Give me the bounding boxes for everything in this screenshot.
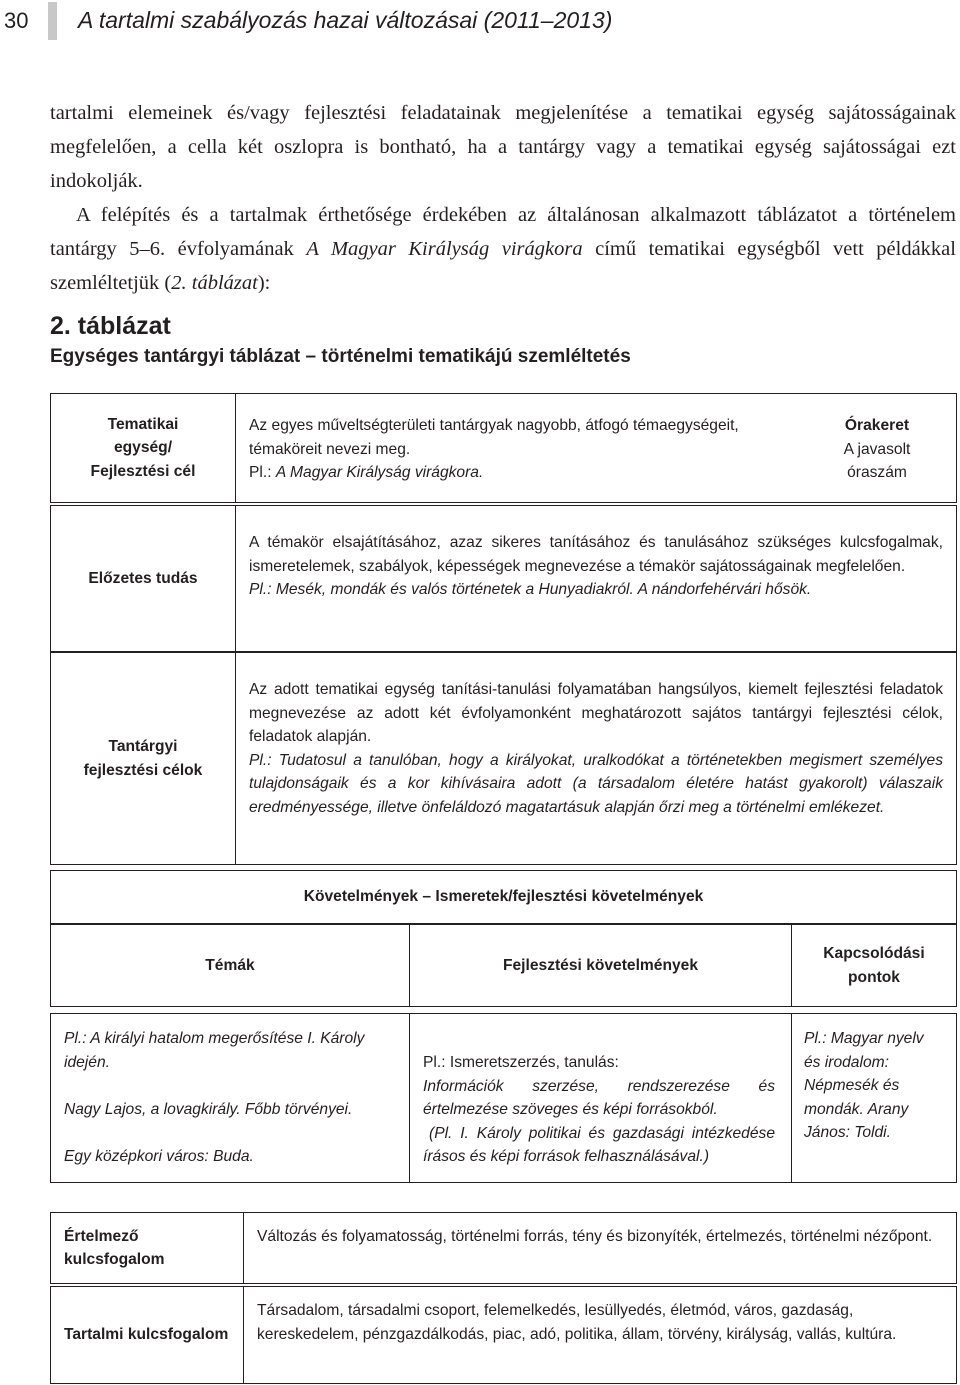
development-goals-description: Az adott tematikai egység tanítási-tanulási folyamatában hangsúlyos, kiemelt fejlesztési feladatok megnevezése az adott két évfolyamonként meghatározott sajátos tantárgyi fejlesztési célok, feladatok alapján. Pl.: Tudatosul a tanulóban, hogy a királyokat, uralkodókat a történetekben megismert személyes tulajdonságaik és a kor kihívásaira adott (a társadalom életére hatást gyakorolt) válaszaik eredményessége, illetve önfeláldozó magatartásuk alapján őrzi meg a történelmi emlékezet. (249, 681, 943, 816)
intro-paragraph-2: A felépítés és a tartalmak érthetősége érdekében az általánosan alkalmazott táblázatot a történelem tantárgy 5–6. évfolyamának A Magyar Királyság virágkora című tematikai egységből vett példákkal szemléltetjük (2. táblázat): (50, 204, 956, 294)
theme-item: Pl.: A királyi hatalom megerősítése I. Károly idején. (64, 1030, 365, 1071)
col-header-themes: Témák (205, 956, 255, 974)
header-divider-bar (48, 2, 57, 40)
col-header-connection-points: Kapcsolódási pontok (823, 945, 925, 986)
theme-item: Egy középkori város: Buda. (64, 1147, 254, 1165)
running-header (0, 0, 960, 44)
column-divider (243, 1287, 244, 1383)
table-reference: 2. táblázat (171, 272, 258, 294)
column-divider (243, 1213, 244, 1283)
hours-subtitle: A javasolt óraszám (843, 440, 911, 481)
column-divider (791, 1014, 792, 1182)
column-divider (235, 653, 236, 864)
row-requirements-header (50, 924, 957, 1007)
hours-frame (799, 414, 955, 485)
row-thematic-unit (50, 393, 957, 503)
running-title: A tartalmi szabályozás hazai változásai (2011–2013) (78, 7, 613, 33)
requirements-title: Követelmények – Ismeretek/fejlesztési követelmények (303, 888, 704, 906)
col-header-dev-requirements: Fejlesztési követelmények (502, 956, 699, 974)
content-concepts-text: Társadalom, társadalmi csoport, felemelkedés, lesüllyedés, életmód, város, gazdaság, kereskedelem, pénzgazdálkodás, piac, adó, politika, állam, törvény, királyság, vallás, kultúra. (257, 1302, 897, 1343)
interpretive-concepts-text: Változás és folyamatosság, történelmi forrás, tény és bizonyíték, értelmezés, történelmi nézőpont. (257, 1228, 933, 1245)
label-development-goals: Tantárgyi fejlesztési célok (83, 738, 203, 779)
dev-requirements-cell: Pl.: Ismeretszerzés, tanulás: Információk szerzése, rendszerezése és értelmezése szöveges és képi forrásokból. (Pl. I. Károly politikai és gazdasági intézkedése írásos és képi források felhasználásával.) (423, 1054, 775, 1165)
row-requirements-title (50, 870, 957, 924)
label-content-concepts: Tartalmi kulcsfogalom (64, 1326, 229, 1344)
row-prior-knowledge (50, 505, 957, 652)
intro-text (50, 96, 956, 300)
hours-title: Órakeret (844, 417, 910, 434)
row-requirements-content (50, 1013, 957, 1183)
row-content-concepts (50, 1286, 957, 1384)
themes-cell (64, 1027, 389, 1168)
table-caption: Egységes tantárgyi táblázat – történelmi tematikájú szemléltetés (50, 346, 631, 367)
label-thematic-unit: Tematikai egység/ Fejlesztési cél (90, 415, 196, 480)
intro-paragraph-1: tartalmi elemeinek és/vagy fejlesztési feladatainak megjelenítése a tematikai egység sajátosságainak megfelelően, a cella két oszlopra is bontható, ha a tantárgy vagy a tematikai egység sajátosságai ezt indokolják. (50, 102, 956, 192)
thematic-unit-description: Az egyes műveltségterületi tantárgyak nagyobb, átfogó témaegységeit, témaköreit nevezi meg. Pl.: A Magyar Királyság virágkora. (249, 417, 739, 481)
theme-item: Nagy Lajos, a lovagkirály. Főbb törvényei. (64, 1100, 353, 1118)
page-number: 30 (4, 8, 29, 33)
table-number: 2. táblázat (50, 312, 171, 340)
unit-title: A Magyar Királyság virágkora (306, 238, 583, 260)
column-divider (409, 1014, 410, 1182)
label-interpretive-concepts: Értelmező kulcsfogalom (64, 1227, 165, 1268)
connection-points-cell: Pl.: Magyar nyelv és irodalom: Népmesék és mondák. Arany János: Toldi. (804, 1030, 924, 1141)
column-divider (235, 506, 236, 651)
label-prior-knowledge: Előzetes tudás (88, 569, 198, 587)
column-divider (235, 394, 236, 502)
row-interpretive-concepts (50, 1212, 957, 1284)
prior-knowledge-description: A témakör elsajátításához, azaz sikeres tanításához és tanulásához szükséges kulcsfogalmak, ismeretelemek, szabályok, képességek megnevezése a témakör sajátosságainak megfelelően. Pl.: Mesék, mondák és valós történetek a Hunyadiakról. A nándorfehérvári hősök. (249, 534, 943, 598)
row-development-goals (50, 652, 957, 865)
